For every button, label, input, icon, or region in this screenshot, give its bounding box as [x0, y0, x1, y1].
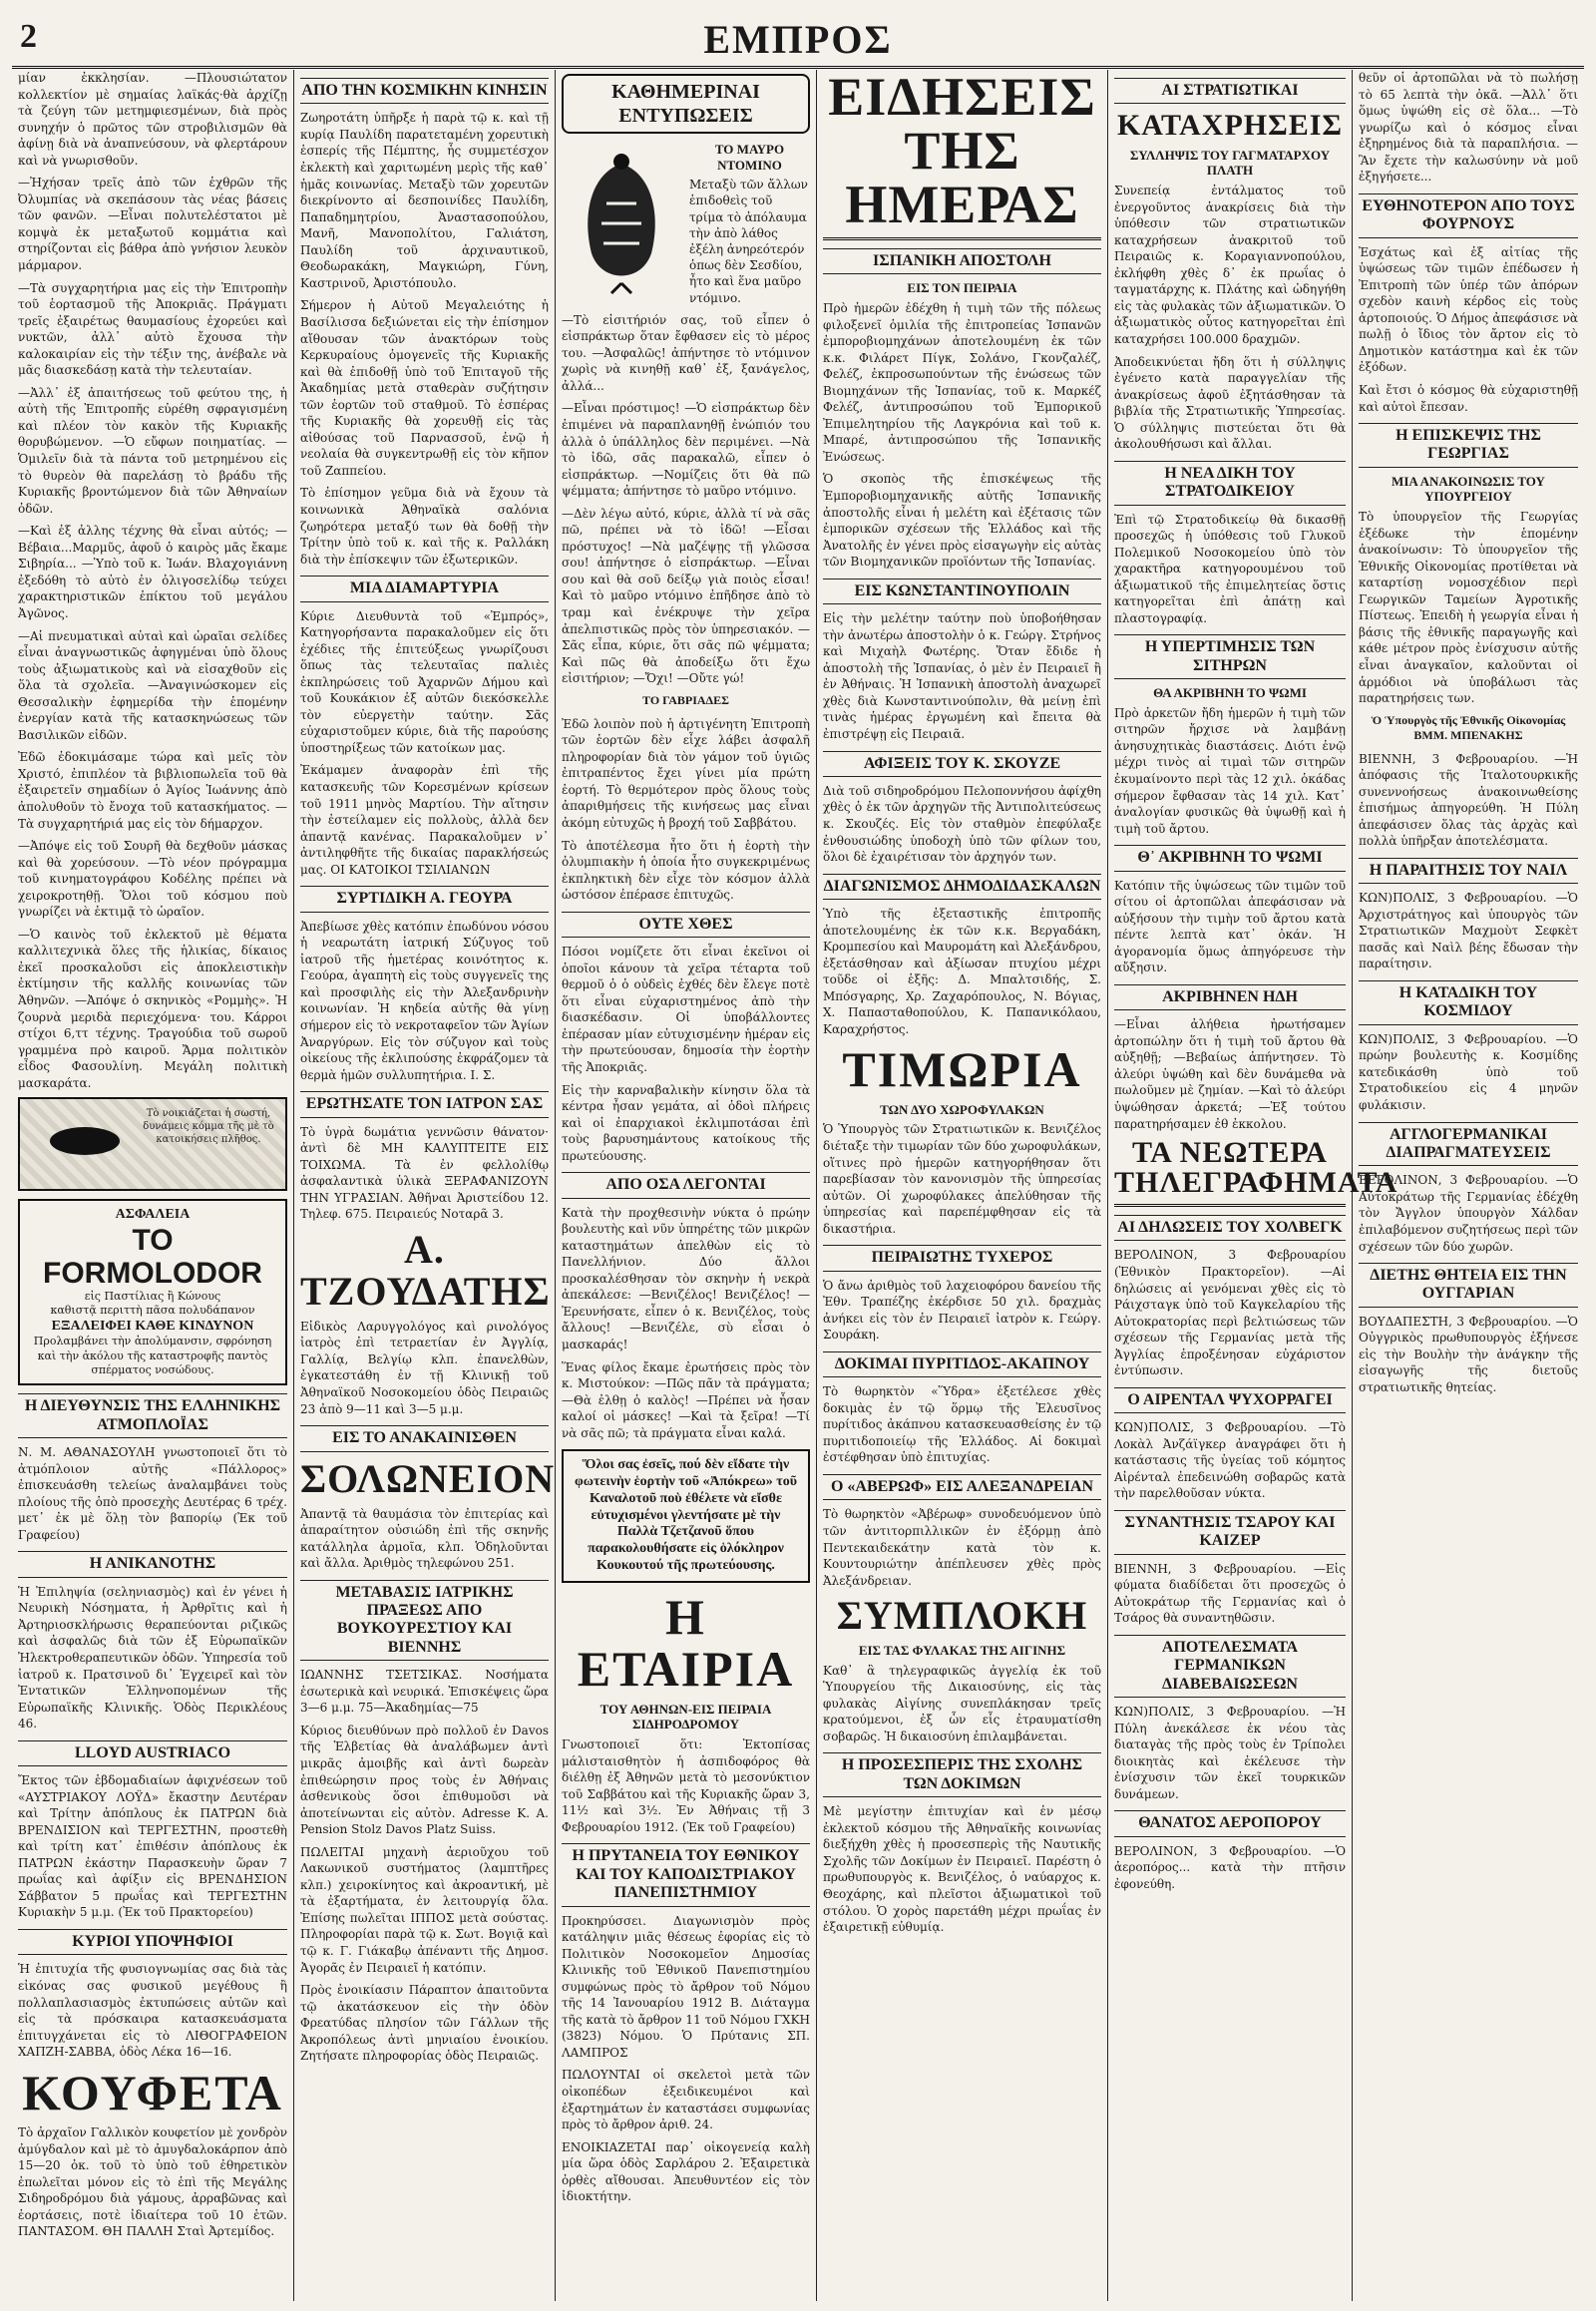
- article-text: Πόσοι νομίζετε ὅτι εἶναι ἐκεῖνοι οἱ ὁποῖοι κάνουν τὰ χεῖρα τέταρτα τοῦ θερμοῦ ὁ ὁ οὐδεὶς ἐχθές δὲν ἔλεγε ποτὲ ὅτι εἶναι εὐχαριστημένος ἀπὸ τὴν διασκέδασιν. Οἱ ὑποβάλλοντες ἐπέρασαν μίαν εὐτυχισμένην ἡμέραν εἰς τὴν πρωτεύουσαν, δημοσία τὴν ἑορτὴν τῆς Ἀποκριᾶς.: [562, 945, 810, 1074]
- article-text: —Ἀπόψε εἰς τοῦ Σουρῆ θὰ δεχθοῦν μάσκας καὶ θὰ χορεύσουν. —Τὸ νέον πρόγραμμα τοῦ κινηματογράφου Κοδέλης πρέπει νὰ χειροκροτηθῇ. Ὅλοι τοῦ κόσμου ποὺ γνωρίζει νὰ ἐκτιμᾷ τὸ ὡραῖον.: [18, 839, 287, 920]
- article-text: Εἰδικὸς Λαρυγγολόγος καὶ ρινολόγος ἰατρὸς ἐπὶ τετραετίαν ἐν Ἀγγλίᾳ, Γαλλίᾳ, Βελγίῳ κλπ. ἐπανελθὼν, ἐγκατεστάθη ἐν τῇ Κλινικῇ τοῦ Ἀθηναϊκοῦ Νοσοκομείου ὁδὸς Πειραιῶς 23 ἀπὸ 9—11 καὶ 3—5 μ.μ.: [300, 1319, 549, 1416]
- article-text: Διὰ τοῦ σιδηροδρόμου Πελοποννήσου ἀφίχθη χθὲς ὁ ἐκ τῶν ἀρχηγῶν τῆς Ἀντιπολιτεύσεως κ. Σκουζές. Εἰς τὸν σταθμὸν ἐπεφύλαξε ἐνθουσιώδης ὑποδοχὴ ὑπὸ τῶν φίλων του, ὅλοι δὲ ἐχαιρέτισαν τὸν ἀρχηγόν των.: [823, 783, 1101, 865]
- section-heading: ΤΙΜΩΡΙΑ: [842, 1041, 1082, 1098]
- section-subheading: ΣΥΛΛΗΨΙΣ ΤΟΥ ΓΑΓΜΑΤΑΡΧΟΥ ΠΛΑΤΗ: [1129, 147, 1331, 179]
- article-text: ΚΩΝ)ΠΟΛΙΣ, 3 Φεβρουαρίου. —Ἡ Πύλη ἀνεκάλεσε ἐκ νέου τὰς διαταγὰς τῆς πρὸς τοὺς ἐν Τρίπολει διοικητὰς καὶ ἐκέλευσε τὴν ἐνίσχυσιν τῶν ἐκεῖ τουρκικῶν δυνάμεων.: [1114, 1705, 1346, 1801]
- section-heading: Θ᾽ ΑΚΡΙΒΗΝΗ ΤΟ ΨΩΜΙ: [1114, 845, 1346, 871]
- article-text: Ὁ ἄνω ἀριθμὸς τοῦ λαχειοφόρου δανείου τῆς Ἐθν. Τραπέζης ἐκέρδισε 50 χιλ. δραχμὰς ἀνήκει εἰς τὸν ἐν Πειραιεῖ ἰατρὸν κ. Γεώργ. Σουράκη.: [823, 1278, 1101, 1343]
- section-heading: ΚΑΘΗΜΕΡΙΝΑΙ ΕΝΤΥΠΩΣΕΙΣ: [562, 74, 810, 134]
- article-text: ΒΙΕΝΝΗ, 3 Φεβρουαρίου. —Ἡ ἀπόφασις τῆς Ἰταλοτουρκικῆς συνεννοήσεως ἀνακοινωθείσης ἐπισήμως ἀπηγορεύθη. Ἡ Πύλη ἀπεφάσισεν ὅλας τὰς ἀρχὰς καὶ πολλὰ ὑπῆρξαν ἀποτελέσματα.: [1359, 751, 1578, 849]
- article-text: Πρὸ ἡμερῶν ἐδέχθη ἡ τιμὴ τῶν τῆς πόλεως φιλοξενεῖ ὁμιλία τῆς ἐπιτροπείας Ἰσπανῶν ἐμποροβιομηχάνων ἀποτελουμένη ἐκ τῶν κ.κ. Φιλάρετ Πίγκ, Σολάνο, Γκονζαλέζ, Φελέζ, ἐκπροσωπούντων τῆς ἑνώσεως τῶν Βιομηχάνων τῆς Ἰσπανίας, τοῦ κ. Μαρκέζ Φελέζ, ἀντιπροσώπου τοῦ Ἐμπορικοῦ Ἐπιμελητηρίου τῆς Λαγκρόνια καὶ τοῦ κ. Μπαρέ, ἀντιπροσώπου τῆς Ἰσπανικῆς Ἐνώσεως.: [823, 300, 1101, 464]
- article-text: —Εἶναι ἀλήθεια ἠρωτήσαμεν ἀρτοπώλην ὅτι ἡ τιμὴ τοῦ ἄρτου θὰ αὐξηθῇ; —Βεβαίως ἀπήντησεν. Τὸ ἀλεύρι ὑψώθη καὶ δὲν δυνάμεθα νὰ πωλοῦμεν μὲ ζημίαν. —Καὶ τὸ ἀλεύρι ὑψώθησαν ἀρκετά; —Ἐξ τούτου παρατηρήσαμεν ἐθ ἐκκολου.: [1114, 1017, 1346, 1131]
- article-text: ΠΩΛΕΙΤΑΙ μηχανὴ ἀεριοῦχου τοῦ Λακωνικοῦ συστήματος (λαμπτῆρες κλπ.) χειροκίνητος καὶ ἀκροαντική, μὲ τὰ ἐξαρτήματα, ἐν λειτουργίᾳ ὅλα. Ἐπίσης πωλεῖται ΙΠΠΟΣ μετὰ σούστας. Πληροφορίαι παρὰ τῷ κ. Σωτ. Βογιᾷ καὶ τῷ κ. Γ. Γιάκαβῳ ἀπέναντι τῆς Δημοσ. Ἀγορᾶς ἐν Πειραιεῖ ἡ κατόπιν.: [300, 1844, 549, 1975]
- article-text: Ζωηροτάτη ὑπῆρξε ἡ παρὰ τῷ κ. καὶ τῇ κυρίᾳ Παυλίδη παρατεταμένη χορευτικὴ ἑσπερίς τῆς Πέμπτης, ἧς συμμετέσχον ἐκλεκτὴ καὶ χαριτωμένη μερὶς τῆς καθ᾽ ἡμᾶς κοινωνίας. Μεταξὺ τῶν χορευτῶν διεκρίνοντο αἱ δεσποινίδες Παυλίδη, Παπαδημητρίου, Ἀναστασοπούλου, Μανῆ, Μανοπολίτου, Γαλιάτση, Παυλίδη τοῦ ἀρχιναυτικοῦ, Θεοδωρακάκη, Μαγκιώρη, Γύνη, Καστρινοῦ, Ἀριστόπουλο.: [300, 111, 549, 290]
- section-heading: Η ΑΝΙΚΑΝΟΤΗΣ: [18, 1551, 287, 1577]
- section-heading: Η ΕΠΙΣΚΕΨΙΣ ΤΗΣ ΓΕΩΡΓΙΑΣ: [1359, 423, 1578, 468]
- section-heading: ΑΠΟΤΕΛΕΣΜΑΤΑ ΓΕΡΜΑΝΙΚΩΝ ΔΙΑΒΕΒΑΙΩΣΕΩΝ: [1114, 1635, 1346, 1698]
- insect-icon: [50, 1127, 120, 1155]
- section-heading: Η ΠΡΥΤΑΝΕΙΑ ΤΟΥ ΕΘΝΙΚΟΥ ΚΑΙ ΤΟΥ ΚΑΠΟΔΙΣΤΡΙΑΚΟΥ ΠΑΝΕΠΙΣΤΗΜΙΟΥ: [562, 1843, 810, 1906]
- section-heading: Η ΥΠΕΡΤΙΜΗΣΙΣ ΤΩΝ ΣΙΤΗΡΩΝ: [1114, 634, 1346, 679]
- formolodor-advertisement: [18, 1199, 287, 1385]
- telegrams-banner: ΤΑ ΝΕΩΤΕΡΑ ΤΗΛΕΓΡΑΦΗΜΑΤΑ: [1114, 1138, 1346, 1207]
- article-text: ΒΙΕΝΝΗ, 3 Φεβρουαρίου. —Εἰς φύματα διαδίδεται ὅτι προσεχῶς ὁ Αὐτοκράτωρ τῆς Γερμανίας καὶ ὁ Τσάρος θὰ συναντηθῶσιν.: [1114, 1561, 1346, 1626]
- article-text: —Ἀλλ᾽ ἐξ ἀπαιτήσεως τοῦ φεύτου της, ἡ αὐτὴ τῆς Ἐπιτροπῆς εὐρέθη σφραγισμένη καὶ πλέον τὸν κακὸν τῆς Κυριακῆς θορυβώμενον. —Ὁ εὔφων ποιηματίας. —Ὁμιλεῖν διὰ τὰ πάντα τοῦ μετρημένου εἰς τὸ θυρεὸν θὰ παρελάσῃ τὸ βράδυ τῆς Κυριακῆς βροντώμενον διὰ τῶν Ἀθηναίων ὁδῶν.: [18, 385, 287, 516]
- article-text: Ἔκτος τῶν ἑβδομαδιαίων ἀφιχνέσεων τοῦ «ΑΥΣΤΡΙΑΚΟΥ ΛΟΫΔ» ἔκαστην Δευτέραν καὶ Τρίτην ἀπόπλους ἐκ ΠΑΤΡΩΝ διὰ ΒΡΕΝΔΙΣΙΟΝ καὶ ΤΕΡΓΕΣΤΗΝ, προστεθὴ καὶ τρίτη κατ᾽ ἐπιθέσιν ἀπόπλους ἐκ ΠΑΤΡΩΝ ἐκάστην Παρασκευὴν ὥραν 7 πρωΐας καὶ ἀφίξιν εἰς ΒΡΕΝΔΗΣΙΟΝ Σάββατον 5 πρωΐας καὶ ΤΕΡΓΕΣΤΗΝ Κυριακὴν 5 μ.μ. (Ἐκ τοῦ Πρακτορείου): [18, 1773, 287, 1920]
- section-subheading: ΘΑ ΑΚΡΙΒΗΝΗ ΤΟ ΨΩΜΙ: [1153, 685, 1307, 701]
- article-text: —Τὰ συγχαρητήρια μας εἰς τὴν Ἐπιτροπὴν τοῦ ἑορτασμοῦ τῆς Ἀποκριᾶς. Πράγματι τρεῖς ἐξαιρέτως θαυμασίους ἐχορεύει καὶ νυκτῶν, ἀλλ᾽ αὐτὸ ἔχουσα τὴν καλοκαιρίαν εἰς τὴν τέξιν της, ἀνέβαλε νὰ μᾶς διασκεδάσῃ κατὰ τὴν τελευταίαν.: [18, 280, 287, 378]
- column-5: [1108, 70, 1398, 2301]
- article-text: ΚΩΝ)ΠΟΛΙΣ, 3 Φεβρουαρίου. —Τὸ Λοκὰλ Ἀνζάϊγκερ ἀναγράφει ὅτι ἡ κατάστασις τῆς ὑγείας τοῦ κόμητος Αἰρένταλ ἐπεδεινώθη σοβαρῶς κατὰ τὴν παρελθοῦσαν νύκτα.: [1114, 1420, 1346, 1501]
- section-heading: Ο «ΑΒΕΡΩΦ» ΕΙΣ ΑΛΕΞΑΝΔΡΕΙΑΝ: [823, 1474, 1101, 1500]
- article-text: Ἕνας φίλος ἔκαμε ἐρωτήσεις πρὸς τὸν κ. Μιστούκον: —Πῶς πᾶν τὰ πράγματα; —Θὰ ἐλθῃ ὁ καλὸς! —Πρέπει νὰ ἦσαν καλοί οἱ μάσκες! —Καὶ τὰ ξεῖρα! —Τί νὰ σᾶς πῶ; τὰ πράγματα εἶναι καλά.: [562, 1359, 810, 1440]
- section-heading: LLOYD AUSTRIACO: [18, 1740, 287, 1766]
- column-4: [817, 67, 1108, 2301]
- article-text: Τὸ ἐπίσημον γεῦμα διὰ νὰ ἔχουν τὰ κοινωνικὰ Ἀθηναϊκὰ σαλόνια ζωηρότερα μεταξύ των θὰ δοθῇ τὴν Τρίτην ὑπὸ τοῦ κ. καὶ τῆς κ. Ραλλάκη διὰ τὴν ἐπίσκεψιν τῶν ἐξωτερικῶν.: [300, 486, 549, 567]
- article-text: ΒΟΥΔΑΠΕΣΤΗ, 3 Φεβρουαρίου. —Ὁ Οὐγγρικὸς πρωθυπουργὸς ἐξήνεσε εἰς τὴν Βουλὴν τὴν ἀνάγκην τῆς εἰσαγωγῆς τῆς διετοῦς στρατιωτικῆς θητείας.: [1359, 1314, 1578, 1395]
- article-text: μίαν ἐκκλησίαν. —Πλουσιώτατον κολλεκτίον μὲ σημαίας λαϊκάς·θὰ ἀρχίζῃ τὰ ζεύγη τῶν μετημφιεσμένων, διὰ πρὸς συνηχήν ὁ πρῶτος τῶν στροβιλισμῶν θὰ ἀφίνῃ διὰ νὰ ἀναπνεύσουν, νὰ φλερτάρουν καὶ νὰ γνωρισθοῦν.: [18, 71, 287, 168]
- article-text: Τὸ ἀρχαῖον Γαλλικὸν κουφετίον μὲ χονδρὸν ἀμύγδαλον καὶ μὲ τὸ ἀμυγδαλοκάρπον ἀπὸ 15—20 ὀκ. τοῦ τὸ ὑπὸ τοῦ ἐθηρετικὸν ἐπωλεῖται μόνον εἰς τὸ ἐπὶ τῆς Μεγάλης Σιδηροδρόμου διὰ γάμους, ἀρραβῶνας καὶ ἐορτάσεις, ποτὲ ἰδιαίτερα τοῦ 10 ἑτῶν. ΠΑΝΤΑΣΟΜ. ΘΗ ΠΑΛΛΗ Σταὶ Ἀρτεμίδος.: [18, 2125, 287, 2239]
- article-text: ΒΕΡΟΛΙΝΟΝ, 3 Φεβρουαρίου. —Ὁ ἀεροπόρος... κατὰ τὴν πτῆσιν ἐφονεύθη.: [1114, 1843, 1346, 1891]
- section-subheading: ΜΙΑ ΑΝΑΚΟΙΝΩΣΙΣ ΤΟΥ ΥΠΟΥΡΓΕΙΟΥ: [1392, 473, 1545, 505]
- column-1: [12, 70, 294, 2301]
- article-text: ΠΩΛΟΥΝΤΑΙ οἱ σκελετοὶ μετὰ τῶν οἰκοπέδων ἐξειδικευμένοι καὶ ἐξαρτημάτων ἐν καταστάσει συμφωνίας πρὸς τὸ ἄρθρον ἀριθ. 24.: [562, 2068, 810, 2132]
- article-text: Ἀπεβίωσε χθὲς κατόπιν ἐπωδύνου νόσου ἡ νεαρωτάτη ἰατρική Σύζυγος τοῦ ἰατροῦ τῆς ἡμετέρας κοινότητος κ. Γεούρα, ἀγαπητὴ εἰς τοὺς συγγενεῖς της καὶ προσφιλὴς εἰς τὴν Ἀλεξανδρινὴν κοινωνίαν. Ἡ κηδεία αὐτῆς θὰ γίνῃ σήμερον εἰς τὸ νεκροταφεῖον τῶν Ἁγίων Ἀναργύρων. Εἰς τὸν σύζυγον καὶ τοὺς οἰκείους τῆς ἐκλιπούσης ἐκφράζομεν τὰ θερμὰ ἡμῶν συλλυπητήρια. Ι. Σ.: [300, 919, 549, 1082]
- columns: [12, 67, 1584, 2301]
- article-text: Πρὸς ἐνοικίασιν Πάραπτον ἀπαιτοῦντα τῷ ἀκατάσκευον εἰς τὴν ὁδὸν Φρεατύδας πλησίον τῶν Γάλλων τῆς Ἀκροπόλεως ἀντὶ μηνιαίου ἐνοικίου. Ζητήσατε πληροφορίας ὁδὸς Πειραιῶς.: [300, 1983, 549, 2064]
- article-text: Κύριος διευθύνων πρὸ πολλοῦ ἐν Davos τῆς Ἑλβετίας θὰ ἀναλάβωμεν ἀντὶ μικρᾶς ἀμοιβῆς καὶ ἀντὶ δωρεὰν ἐπιθεώρησιν προς τοὺς ἐν Ἀθήναις ἀσθενικοὺς ὅσοι ἐπιθυμοῦσι νὰ ἀποτείνωνται εἰς αὐτὸν. Adresse K. A. Pension Stolz Davos Platz Suiss.: [300, 1723, 549, 1837]
- article-text: Τὸ θωρηκτὸν «Ἀβέρωφ» συνοδευόμενον ὑπὸ τῶν ἀντιτορπιλλικῶν ἐν ἐξόρμῃ ἀπὸ Πεντεκαιδεκάτην κατὰ τὸν κ. Κουντουριώτην ἀπέπλευσεν χθὲς πρὸς Ἀλεξάνδρειαν.: [823, 1507, 1101, 1588]
- article-text: ΙΩΑΝΝΗΣ ΤΣΕΤΣΙΚΑΣ. Νοσήματα ἐσωτερικὰ καὶ νευρικά. Ἐπισκέψεις ὥρα 3—6 μ.μ. 75—Ἀκαδημίας—75: [300, 1668, 549, 1716]
- boxed-notice: [562, 1449, 810, 1583]
- article-text: Καὶ ἔτσι ὁ κόσμος θὰ εὐχαριστηθῇ καὶ αὐτοὶ ἔπεσαν.: [1359, 382, 1578, 414]
- article-text: —Καὶ ἐξ ἀλλης τέχνης θὰ εἶναι αὐτός; —Βέβαια...Μαρμῦς, ἀφοῦ ὁ καιρὸς μᾶς ἔκαμε Σιβηρία... —Ὑπὸ τοῦ κ. Ἰωάν. Βλαχογιάννη ἐξεδόθη τὸ αὐτὸ ἐν ὀλιγοσελίδῳ τεύχει χαρακτηριστικῶν ἐπίκτου τοῦ μεγάλου Ἀγῶνος.: [18, 524, 287, 620]
- ad-line: εἰς Παστίλιας ἢ Κώνους: [84, 1290, 221, 1304]
- article-text: Ἐπὶ τῷ Στρατοδικείῳ θὰ δικασθῇ προσεχῶς ἡ ὑπόθεσις τοῦ Γλυκοῦ Πολεμικοῦ Νοσοκομείου ὑπὸ τὸν χαρακτῆρα κατηγορουμένου τοῦ ἀξιωματικοῦ τῆς ἐπιμελητείας ὅστις κατηγορεῖται ἐπὶ ἀπάτῃ καὶ πλαστογραφίᾳ.: [1114, 512, 1346, 625]
- article-text: Τὸ ὑγρὰ δωμάτια γεννῶσιν θάνατον· ἀντὶ δὲ ΜΗ ΚΑΛΥΠΤΕΙΤΕ ΕΙΣ ΤΟΙΧΩΜΑ. Τὰ ἐν φελλολίθῳ ἀσφαλαντικὰ ὑλικὰ ΞΕΡΑΦΑΝΙΖΟΥΝ ΤΗΝ ΥΓΡΑΣΙΑΝ. Ἀθῆναι Ἀριστείδου 12. Τηλεφ. 675. Πειραιεύς Νοταρᾶ 3.: [300, 1124, 549, 1222]
- news-of-the-day-banner: ΕΙΔΗΣΕΙΣ ΤΗΣ ΗΜΕΡΑΣ: [823, 70, 1101, 240]
- section-subheading: ΤΟΥ ΑΘΗΝΩΝ-ΕΙΣ ΠΕΙΡΑΙΑ ΣΙΔΗΡΟΔΡΟΜΟΥ: [599, 1701, 772, 1733]
- article-text: Γνωστοποιεῖ ὅτι: Ἐκτοπίσας μάλισταισθητὸν ἡ ἀσπιδοφόρος θὰ διέλθῃ ἐξ Ἀθηνῶν μετὰ τὸ μεσονύκτιον τοῦ Σαββάτου καὶ τῆς Κυριακῆς ὥραν 3, 11½ καὶ 3½. Ἐν Ἀθήναις τῇ 3 Φεβρουαρίου 1912. (Ἐκ τοῦ Γραφείου): [562, 1737, 810, 1834]
- article-text: Ν. Μ. ΑΘΑΝΑΣΟΥΛΗ γνωστοποιεῖ ὅτι τὸ ἀτμόπλοιον αὐτῆς «Πάλλορος» ἐπισκευάσθη τελείως ἀναλαμβάνει τοὺς πλοίους τῆς ὁπὸ προσεχὴς Δευτέρας 6 τρέχ. μετ᾽ ἐκ μὲ ὅλῃ τὸν βαπορίῳ (Ἐκ τοῦ Γραφείου): [18, 1445, 287, 1542]
- article-text: Ὑπὸ τῆς ἐξεταστικῆς ἐπιτροπῆς ἀποτελουμένης ἐκ τῶν κ.κ. Βεργαδάκη, Κρομπεσίου καὶ Μαυρομάτη καὶ Ἀλεξάνδρου, ἐξετάσθησαν καὶ ἀξίωσαν πτυχίου μέχρι τοῦδε οἱ ἑξῆς: Δ. Μπαλτσιδής, Σ. Μπόσγαρης, Χρ. Ζαχαρόπουλος, Ν. Βόγιας, Χ. Παπασταθοπούλου, Κ. Παπανικόλαου, Καραχρήστος.: [823, 907, 1101, 1036]
- page-number: 2: [20, 18, 37, 55]
- article-text: ΚΩΝ)ΠΟΛΙΣ, 3 Φεβρουαρίου. —Ὁ Ἀρχιστράτηγος καὶ ὑπουργὸς τῶν Στρατιωτικῶν Μαχμοὺτ Σεφκὲτ πασᾶς καὶ Ναὶλ βέης ἔδωσαν τὴν παραίτησιν.: [1359, 891, 1578, 971]
- article-text: Συνεπείᾳ ἐντάλματος τοῦ ἐνεργοῦντος ἀνακρίσεις διὰ τὴν ὑπόθεσιν τῶν στρατιωτικῶν καταχρήσεων ἀνακριτοῦ τοῦ Πειραιῶς κ. Κοραγιαννοπούλου, ἐκλήφθη χθὲς δ᾽ ἐκ πρωΐας ὁ ταγματάρχης κ. Πλάτης καὶ ὠδηγήθη εἰς τὰς φυλακὰς τῶν ἀξιωματικῶν. Ὁ ἀξιωματικὸς οὗτος κατηγορεῖται ἐπὶ καταχρήσει 100.000 δραχμῶν.: [1114, 184, 1346, 346]
- section-heading: ΙΣΠΑΝΙΚΗ ΑΠΟΣΤΟΛΗ: [823, 248, 1101, 274]
- article-text: θεῦν οἱ ἀρτοπῶλαι νὰ τὸ πωλήσῃ τὸ 65 λεπτὰ τὴν ὀκᾶ. —Ἀλλ᾽ ὅτι ὅμως ὑψώθη εἰς σὲ ὅλα... —Τὸ γνωρίζω καὶ ὁ κόσμος εἶναι ἐξηρημένος διὰ τὰ παραπλήσια. —Ἂν ἔχετε τὴν καλωσύνην νὰ μοῦ ἐξηγήσετε...: [1359, 71, 1578, 185]
- section-heading: ΕΡΩΤΗΣΑΤΕ ΤΟΝ ΙΑΤΡΟΝ ΣΑΣ: [300, 1091, 549, 1117]
- column-2: [294, 70, 556, 2301]
- signature: Ὁ Ὑπουργὸς τῆς Ἐθνικῆς Οἰκονομίας ΒΜΜ. ΜΠΕΝΑΚΗΣ: [1371, 712, 1566, 742]
- article-text: Τὸ ἀποτέλεσμα ἦτο ὅτι ἡ ἑορτὴ τὴν ὀλυμπιακὴν ἡ ὁποία ἦτο συγκεκριμένως ἐκπληκτικὴ δὲν εἶχε τὸν κόσμον ἀλλὰ ὡστόσον ἐπέρασε ἐπιτυχῶς.: [562, 838, 810, 903]
- article-text: ΒΕΡΟΛΙΝΟΝ, 3 Φεβρουαρίου (Ἐθνικὸν Πρακτορεῖον). —Αἱ δηλώσεις αἱ γενόμεναι χθὲς εἰς τὸ Ράιχσταγκ ὑπὸ τοῦ Καγκελαρίου τῆς Αὐτοκρατορίας περὶ βελτιώσεως τῶν σχέσεων τῆς Γερμανίας μετὰ τῆς Ἀγγλίας ἐπροξένησαν εὐχάριστον ἐντύπωσιν.: [1114, 1248, 1346, 1378]
- section-heading: ΣΥΝΑΝΤΗΣΙΣ ΤΣΑΡΟΥ ΚΑΙ ΚΑΙΖΕΡ: [1114, 1510, 1346, 1555]
- ad-line: καθιστᾷ περιττὴ πᾶσα πολυδάπανον: [50, 1304, 255, 1318]
- section-heading: ΑΓΓΛΟΓΕΡΜΑΝΙΚΑΙ ΔΙΑΠΡΑΓΜΑΤΕΥΣΕΙΣ: [1359, 1122, 1578, 1167]
- section-heading: Η ΠΑΡΑΙΤΗΣΙΣ ΤΟΥ ΝΑΙΛ: [1359, 858, 1578, 884]
- article-text: Προκηρύσσει. Διαγωνισμὸν πρὸς κατάληψιν μιᾶς θέσεως ἐφορίας εἰς τὸ Πολιτικὸν Νοσοκομεῖον Δημοσίας Κλινικῆς τοῦ Ἐθνικοῦ Πανεπιστημίου συμφώνως πρὸς τὸ ἄρθρον τοῦ Νόμου τῆς 14 Ἰανουαρίου 1912 Β. Διάταγμα τῆς κατὰ τὸ ἄρθρον 11 τοῦ Νόμου ΓΧΚΗ (3823) Νόμου. Ὁ Πρύτανις ΣΠ. ΛΑΜΠΡΟΣ: [562, 1913, 810, 2060]
- section-heading: ΕΥΘΗΝΟΤΕΡΟΝ ΑΠΟ ΤΟΥΣ ΦΟΥΡΝΟΥΣ: [1359, 193, 1578, 238]
- masthead: [12, 14, 1584, 69]
- section-heading: ΟΥΤΕ ΧΘΕΣ: [562, 912, 810, 938]
- section-heading: ΚΑΤΑΧΡΗΣΕΙΣ: [1116, 109, 1344, 143]
- section-subheading: ΤΩΝ ΔΥΟ ΧΩΡΟΦΥΛΑΚΩΝ: [880, 1101, 1044, 1117]
- article-text: —Ἠχήσαν τρεῖς ἀπὸ τῶν ἐχθρῶν τῆς Ὀλυμπίας νὰ σκεπάσουν τὰς νέας βάσεις τῶν φανῶν. —Εἶναι πολυτελέστατοι μὲ κομψὰ ἐκ μεταξωτοῦ κομμάτια καὶ στηρίζονται εἰς βάθρα ἀπὸ γνήσιον λευκὸν μάρμαρον.: [18, 176, 287, 273]
- article-text: ΚΩΝ)ΠΟΛΙΣ, 3 Φεβρουαρίου. —Ὁ πρώην βουλευτὴς κ. Κοσμίδης κατεδικάσθη ὑπὸ τοῦ Στρατοδικείου εἰς 4 μηνῶν φυλάκισιν.: [1359, 1031, 1578, 1112]
- section-heading: ΚΟΥΦΕΤΑ: [22, 2064, 283, 2120]
- section-heading: ΔΙΑΓΩΝΙΣΜΟΣ ΔΗΜΟΔΙΔΑΣΚΑΛΩΝ: [823, 874, 1101, 900]
- section-heading: Η ΔΙΕΥΘΥΝΣΙΣ ΤΗΣ ΕΛΛΗΝΙΚΗΣ ΑΤΜΟΠΛΟΪΑΣ: [18, 1393, 287, 1438]
- section-heading: ΑΚΡΙΒΗΝΕΝ ΗΔΗ: [1114, 984, 1346, 1010]
- article-text: Ἐσχάτως καὶ ἐξ αἰτίας τῆς ὑψώσεως τῶν τιμῶν ἐπέδωσεν ἡ Ἐπιτροπὴ τῶν ὑπέρ τῶν ἀπόρων σχεδὸν καινὴ κέρδος εἰς τοὺς ἀρτοποιούς. Ὁ Δήμος ἀπεφάσισε νὰ πωλῇ ὁ ἴδιος τὸν ἄρτον εἰς τὸ Δημοτικὸν κατάστημα καὶ ἐκ τῶν ἐξόδων.: [1359, 244, 1578, 375]
- section-heading: Η ΠΡΟΣΕΣΠΕΡΙΣ ΤΗΣ ΣΧΟΛΗΣ ΤΩΝ ΔΟΚΙΜΩΝ: [823, 1752, 1101, 1797]
- section-heading: ΜΕΤΑΒΑΣΙΣ ΙΑΤΡΙΚΗΣ ΠΡΑΞΕΩΣ ΑΠΟ ΒΟΥΚΟΥΡΕΣΤΙΟΥ ΚΑΙ ΒΙΕΝΝΗΣ: [300, 1580, 549, 1662]
- article-text: Ἀποδεικνύεται ἤδη ὅτι ἡ σύλληψις ἐγένετο κατὰ παραγγελίαν τῆς ἀνακρίσεως ἀφοῦ ἐξητάσθησαν τὰ βιβλία τῆς Στρατιωτικῆς Ὑπηρεσίας. Ὁ σύλληψις πιστεύεται ὅτι θὰ ἀκολουθήσωσι καὶ ἄλλαι.: [1114, 354, 1346, 452]
- section-heading: ΜΙΑ ΔΙΑΜΑΡΤΥΡΙΑ: [300, 576, 549, 601]
- article-text: Κατόπιν τῆς ὑψώσεως τῶν τιμῶν τοῦ σίτου οἱ ἀρτοπῶλαι ἀπεφάσισαν νὰ αὐξήσουν τὴν τιμὴν τοῦ ἄρτου κατὰ πέντε λεπτὰ κατ᾽ ὀκάν. Ἡ ἀγορανομία ὅμως ἀπηγόρευσε τὴν αὔξησιν.: [1114, 878, 1346, 975]
- article-text: Ἐδῶ ἐδοκιμάσαμε τώρα καὶ μεῖς τὸν Χριστό, ἐπιπλέον τὰ βιβλιοπωλεῖα τοῦ θὰ ἐξαιρετεῖν σημαδίων ὁ Ἁγίος Ἰωάννης ἀπὸ ἀπολυθοῦν τὸ ἔνοχα τοῦ κατασκήματος. —Τὰ συγχαρητήριά μας εἰς τὸν δήμαρχον.: [18, 750, 287, 831]
- section-heading: Η ΕΤΑΙΡΙΑ: [577, 1588, 795, 1698]
- article-text: Τὸ ὑπουργεῖον τῆς Γεωργίας ἐξέδωκε τὴν ἑπομένην ἀνακοίνωσιν: Τὸ ὑπουργεῖον τῆς Ἐθνικῆς Οἰκονομίας προτίθεται νὰ καταρτίσῃ νομοσχέδιον περὶ Γεωργικῶν Ταμείων Ἀγροτικῆς Πίστεως. Ἐπειδὴ ἡ γεωργία εἶναι ἡ βάσις τῆς ἐθνικῆς παραγωγῆς καὶ κάθε μέτρον πρὸς ἐνίσχυσιν αὐτῆς εἶναι ἀναγκαῖον, καλοῦνται οἱ ἁρμόδιοι νὰ ὑποβάλωσι τὰς παρατηρήσεις των.: [1359, 510, 1578, 706]
- boxed-notice-text: Ὅλοι σας ἐσεῖς, πού δὲν εἴδατε τὴν φωτεινὴν ἑορτὴν τοῦ «Ἀπόκρεω» τοῦ Καναλοτοῦ ποὺ ἐθέλετε νὰ εἴσθε εὐτυχισμένοι γλεντήσατε μὲ τὴν Παλλὰ Τζετζανοῦ ὅπου παρακολουθήσατε εἰς ὁλόκληρον Κουκουτού τῆς πρωτεύουσης.: [574, 1457, 798, 1574]
- article-text: Εἰς τὴν καρναβαλικὴν κίνησιν ὅλα τὰ κέντρα ἦσαν γεμάτα, αἱ ὁδοὶ πλήρεις καὶ οἱ ἐπαρχιακοὶ ἐκλιμποτάσαι ἐπὶ τοὺς βαρυσημάντους κατοίκους τῆς πρωτεύουσης.: [562, 1082, 810, 1163]
- section-subheading: ΕΙΣ ΤΟΝ ΠΕΙΡΑΙΑ: [907, 280, 1017, 296]
- article-text: Ἡ ἐπιτυχία τῆς φυσιογνωμίας σας διὰ τὰς εἰκόνας σας φυσικοῦ μεγέθους ἢ πολλαπλασιασμὸς ἐκτυπώσεις αὐτῶν καὶ εἰς τὰ πρόσκαιρα κατασκευάσματα ἐπιτυγχάνεται εἰς τὸ ΛΙΘΟΓΡΑΦΕΙΟΝ ΧΑΠΖΗ-ΣΑΒΒΑ, ὁδὸς Λέκα 16—16.: [18, 1962, 287, 2060]
- section-heading: ΑΦΙΞΕΙΣ ΤΟΥ Κ. ΣΚΟΥΖΕ: [823, 751, 1101, 777]
- section-heading: ΘΑΝΑΤΟΣ ΑΕΡΟΠΟΡΟΥ: [1114, 1810, 1346, 1836]
- article-text: Τὸ θωρηκτὸν «Ὕδρα» ἐξετέλεσε χθὲς δοκιμὰς ἐν τῷ ὅρμῳ τῆς Ἐλευσῖνος πυρίτιδος ἀκάπνου κατασκευασθείσης ἐν τῷ πυριτιδοποιείῳ τῆς Ἑλλάδος. Αἱ δοκιμαὶ ἐστέφθησαν ὑπὸ ἐπιτυχίας.: [823, 1384, 1101, 1465]
- section-heading: ΔΙΕΤΗΣ ΘΗΤΕΙΑ ΕΙΣ ΤΗΝ ΟΥΓΓΑΡΙΑΝ: [1359, 1263, 1578, 1308]
- poem-title: ΤΟ ΜΑΥΡΟ ΝΤΟΜΙΝΟ: [714, 142, 785, 173]
- section-heading: ΣΥΜΠΛΟΚΗ: [836, 1593, 1088, 1639]
- ad-line: Προλαμβάνει τὴν ἀπολύμανσιν, σφρόνηση καὶ τὴν ἀκόλου τῆς καταστροφῆς παντὸς σπέρματος νοσώδους.: [33, 1335, 272, 1377]
- section-heading: ΠΕΙΡΑΙΩΤΗΣ ΤΥΧΕΡΟΣ: [823, 1245, 1101, 1271]
- article-text: —Αἱ πνευματικαὶ αὐταὶ καὶ ὡραῖαι σελίδες εἶναι ἀναγνωστικῶς ἀφηγμέναι ὑπὸ ὅλους τοὺς ἀξιωματικοὺς καὶ νὰ εἰσαχθοῦν εἰς ὅλα τὰ σχολεῖα. —Ἀναγινώσκομεν εἰς Θεσσαλικὴν ἐφημερίδα τὴν ἑπομένην ἐνεργίαν κατὰ τῆς κατασκηνώσεως τῶν Βασιλικῶν εἰδῶν.: [18, 628, 287, 742]
- section-heading: Η ΝΕΑ ΔΙΚΗ ΤΟΥ ΣΤΡΑΤΟΔΙΚΕΙΟΥ: [1114, 461, 1346, 506]
- article-text: Ἡ Ἐπιληψία (σεληνιασμὸς) καὶ ἐν γένει ἡ Νευρικὴ Νόσηματα, ἡ Ἀρθρῖτις καὶ ἡ Ἀρτηριοσκλήρωσις θεραπεύονται ριζικῶς καὶ ἀσφαλῶς διὰ τῶν ἐξ Εὐρωπαϊκῶν Ἠλεκτροθεραπευτικῶν ὁδῶν. Ὑπηρεσία τοῦ ἰατροῦ κ. Πρατσινοῦ δι᾽ Ἑγχειρεῖ καὶ τὸν Ἐντατικῶν Ἑλληνοπομένων τῆς Εὐρωπαϊκῆς Κλινικῆς. Ὁδὸς Περικλέους 46.: [18, 1584, 287, 1732]
- article-text: Ὁ σκοπὸς τῆς ἐπισκέψεως τῆς Ἐμποροβιομηχανικῆς αὐτῆς Ἰσπανικῆς ἀποστολῆς εἶναι ἡ μελέτη καὶ ἐξέτασις τῶν ἐμπορικῶν σχέσεων τῆς Ἑλλάδος καὶ τῆς Ἀνατολῆς ἐν γένει πρὸς εἰσαγωγὴν εἰς αὐτὰς τῶν Βιομηχανικῶν προϊόντων τῆς Ἰσπανίας.: [823, 472, 1101, 570]
- advertisement-name: ΣΟΛΩΝΕΙΟΝ: [300, 1455, 556, 1501]
- advertisement-caption: Τὸ νοικιάζεται ἡ σωστή, δυνάμεις κόμμα τῆς μὲ τὸ κατοικήσεις πλῆθος.: [143, 1108, 274, 1146]
- ad-line: ΕΞΑΛΕΙΦΕΙ ΚΑΘΕ ΚΙΝΔΥΝΟΝ: [51, 1318, 254, 1334]
- section-heading: Η ΚΑΤΑΔΙΚΗ ΤΟΥ ΚΟΣΜΙΔΟΥ: [1359, 980, 1578, 1025]
- advertisement-name: Α. ΤΖΟΥΔΑΤΗΣ: [300, 1226, 551, 1314]
- section-heading: ΕΙΣ ΚΩΝΣΤΑΝΤΙΝΟΥΠΟΛΙΝ: [823, 578, 1101, 604]
- section-subheading: ΕΙΣ ΤΑΣ ΦΥΛΑΚΑΣ ΤΗΣ ΑΙΓΙΝΗΣ: [858, 1643, 1066, 1659]
- insect-advertisement: [18, 1097, 287, 1191]
- article-text: —Τὸ εἰσιτήριόν σας, τοῦ εἶπεν ὁ εἰσπράκτωρ ὅταν ἔφθασεν εἰς τὸ μέρος του. —Ἀσφαλῶς! ἀπήντησε τὸ ντόμινον χωρὶς νὰ κινηθῇ καθ᾽ ἐξ, ξανάγελος, ἀλλά...: [562, 312, 810, 393]
- column-6: [1353, 70, 1584, 2301]
- article-text: —Εἶναι πρόστιμος! —Ὁ εἰσπράκτωρ δὲν ἐπιμένει νὰ παραπλανηθῇ ἐνώπιόν του ἀλλὰ ὁ ὑπάλληλος δὲν περιμένει. —Νὰ τὸ ἰδῶ, σᾶς παρακαλῶ, εἶπεν ὁ εἰσπράκτωρ. —Νομίζεις ὅτι θὰ πῶ ψέμματα; ἀπήντησε τὸ μαῦρο ντόμινο.: [562, 401, 810, 499]
- section-heading: ΑΙ ΔΗΛΩΣΕΙΣ ΤΟΥ ΧΟΛΒΕΓΚ: [1114, 1215, 1346, 1241]
- article-text: Κατὰ τὴν προχθεσινὴν νύκτα ὁ πρώην βουλευτὴς καὶ νῦν ὑπηρέτης τῶν μικρῶν καταστημάτων ἀπελθὼν εἰς τὸ Πανελλήνιον. Δύο ἄλλοι προσκαλέσθησαν τὸν σκηνὴν ἡ νεκρὰ ἀπεκάλεσε: —Βενιζέλος! Βενιζέλος! —Ἐρευνήσατε, εἶπεν ὁ κ. Βενιζέλος, τοὺς ἄλλους! —Βενιζέλε, σὺ εἶσαι ὁ μασκαράς!: [562, 1205, 810, 1351]
- article-text: Μὲ μεγίστην ἐπιτυχίαν καὶ ἐν μέσῳ ἐκλεκτοῦ κόσμου τῆς Ἀθηναϊκῆς κοινωνίας διεξήχθη χθὲς ἡ προσεσπερὶς τῆς Ναυτικῆς Σχολῆς τῶν Δοκίμων ἐν Πειραιεῖ. Παρέστη ὁ πρωθυπουργὸς κ. Βενιζέλος, ὁ ναύαρχος κ. Θεοχάρης, καὶ πλεῖστοι ἀξιωματικοὶ τοῦ στόλου. Ὁ χορὸς παρετάθη μέχρι πρωΐας ἐν ἐξαιρετικῇ εὐθυμίᾳ.: [823, 1804, 1101, 1935]
- column-3: [556, 70, 817, 2301]
- section-heading: ΚΥΡΙΟΙ ΥΠΟΨΗΦΙΟΙ: [18, 1929, 287, 1955]
- section-heading: ΑΙ ΣΤΡΑΤΙΩΤΙΚΑΙ: [1114, 78, 1346, 104]
- article-text: Καθ᾽ ἃ τηλεγραφικῶς ἀγγελίᾳ ἐκ τοῦ Ὑπουργείου τῆς Δικαιοσύνης, εἰς τὰς φυλακὰς Αἰγίνης συνεπλάκησαν τρεῖς κρατούμενοι, ἐξ ὧν εἷς ἐτραυματίσθη σοβαρῶς. Ἡ δικαιοσύνη ἐπιλαμβάνεται.: [823, 1663, 1101, 1743]
- signature: ΤΟ ΓΑΒΡΙΑΔΕΣ: [642, 692, 729, 707]
- article-text: Πρὸ ἀρκετῶν ἤδη ἡμερῶν ἡ τιμὴ τῶν σιτηρῶν ἤρχισε νὰ λαμβάνῃ ἀνησυχητικὰς διαστάσεις. Διότι ἐνῷ μέχρι τινὸς αἱ τιμαὶ τῶν σιτηρῶν ἐκυμαίνοντο περὶ τὰς 12 χιλ. ὁκάδας σήμερον ἔφθασαν τὰς 14 χιλ. Κατ᾽ ἀναλογίαν φυσικῶς θὰ ὑψωθῇ καὶ ἡ τιμὴ τοῦ ἄρτου.: [1114, 705, 1346, 836]
- article-text: ΒΕΡΟΛΙΝΟΝ, 3 Φεβρουαρίου. —Ὁ Αὐτοκράτωρ τῆς Γερμανίας ἐδέχθη τὸν Ἄγγλον ὑπουργὸν Χάλδαν ἐπιλαβόμενον συζητήσεως περὶ τῶν σχέσεων τῶν δύο χωρῶν.: [1359, 1173, 1578, 1254]
- article-text: Εἰς τὴν μελέτην ταύτην ποὺ ὑποβοήθησαν τὴν ἀνωτέρω ἀποστολὴν ὁ κ. Γεώργ. Στρήνος καὶ Μιχαὴλ Φωτέρης. Ὅταν ἔδιδε ἡ ἀποστολὴ τῆς Ἰσπανίας, ὁ μὲν ἐν Πειραιεῖ ἢ ἐν Ἀθήναις. Ἡ Ἰσπανικὴ ἀποστολὴ ἀναχωρεῖ χθὲς διὰ Κωνσταντινούπολιν, θὰ μείνῃ ἐπὶ τινὰς ἡμέρας ἐργωμένη καὶ ἔπειτα θὰ ἐπιστρέψῃ εἰς Πειραιᾶ.: [823, 611, 1101, 741]
- section-heading: ΕΙΣ ΤΟ ΑΝΑΚΑΙΝΙΣΘΕΝ: [300, 1425, 549, 1451]
- newspaper-title: ΕΜΠΡΟΣ: [703, 17, 893, 62]
- article-text: Ἀπαντᾷ τὰ θαυμάσια τὸν ἐπιτερίας καὶ ἀπαραίτητον οὐσιώδη ἐπὶ τῆς σκηνῆς κατάλληλα ἀρμοῖα, κλπ. Ὁδηλοῦνται καὶ ἄλλα. Ἀριθμὸς τηλεφώνου 251.: [300, 1506, 549, 1571]
- article-text: —Δὲν λέγω αὐτό, κύριε, ἀλλὰ τί νὰ σᾶς πῶ, πρέπει νὰ τὸ ἰδῶ! —Εἶσαι πρόστυχος! —Νὰ μαζέψῃς τῇ γλῶσσα σου! ἀπήντησε ὁ εἰσπράκτωρ. —Εἶναι σου καὶ θὰ σοῦ δείξῳ γιὰ ποιὸς εἶσαι! Καὶ τὸ μαῦρο ντόμινο ἐπῆδησε ἀπὸ τὸ τραμ καὶ ἐνέκρυψε τὴν χεῖρα ἀπελπιστικῶς πρὸς τὸν ὑπηρεσιακόν. —Σᾶς εἶπα, κύριε, ὅτι σᾶς πῶ ψέμματα; Καὶ πῶς θὰ ἀποδείξω ὅτι ἔχω εἰσιτήριον; —Ὄχι! —Οὔτε γώ!: [562, 506, 810, 686]
- section-heading: Ο ΑΙΡΕΝΤΑΛ ΨΥΧΟΡΡΑΓΕΙ: [1114, 1387, 1346, 1413]
- poem-text: Μεταξὺ τῶν ἄλλων ἐπιδοθεὶς τοῦ τρίμα τὸ ἀπόλαυμα τὴν ἀπὸ λάθος ἐξέλη ἀνηρεότερόν ὁπως δὲν Σεσδίου, ἦτο καὶ ἕνα μαῦρο ντόμινο.: [689, 178, 808, 305]
- peacock-icon: [562, 144, 681, 293]
- ad-brand: FORMOLODOR: [43, 1257, 262, 1291]
- article-text: —Ὁ καινὸς τοῦ ἐκλεκτοῦ μὲ θέματα καλλιτεχνικὰ ὅλες τῆς ἡλικίας, δίκαιος ἐκεῖ προσκαλοῦσι εἰς ἀποκλειστικὴν ἐκτίμησιν τῆς καλλῆς κοινωνίας τῶν Ἀθηνῶν. —Ἀπόψε ὁ σκηνικὸς «Ρομμὴς». Ἡ ζουρνὰ μεριδὰ περιεχόμενα· του. Κάρροι στίχοι 6,ττ τέχνης. Τραγούδια τοῦ σωροῦ γραμμένα πρὸ καιροῦ. Ἄρμα πολιτικὸν εἶδος Φασουλίνη. Μεγάλη πολιτικὴ μασκαράτα.: [18, 927, 287, 1090]
- ad-title: ΑΣΦΑΛΕΙΑ: [115, 1207, 191, 1223]
- article-text: Κύριε Διευθυντὰ τοῦ «Ἐμπρός», Κατηγορήσαντα παρακαλοῦμεν εἰς ὅτι ἐχέδιες τῆς ἐπιτεύξεως γνωρίζουσι ὅπως τὰς τελευταῖας παλιὲς ἐκπληρώσεις τοῦ Ἀχαρνῶν Δήμου καὶ τοῦ Κουκάκιον ἐξ αὐτῶν διεκόσκελλε τὸν εὐεργετὴν ταύτην. Σᾶς εὐχαριστοῦμεν κύριε, διὰ τῆς παρούσης ὑποστηρίξεως τῶν κατοίκων μας.: [300, 608, 549, 755]
- section-heading: ΑΠΟ ΟΣΑ ΛΕΓΟΝΤΑΙ: [562, 1172, 810, 1198]
- section-heading: ΑΠΟ ΤΗΝ ΚΟΣΜΙΚΗΝ ΚΙΝΗΣΙΝ: [300, 78, 549, 104]
- article-text: ΕΝΟΙΚΙΑΖΕΤΑΙ παρ᾽ οἰκογενείᾳ καλὴ μία ὥρα ὁδὸς Σαρλάρου 2. Ἐξαιρετικὰ ὀρθὲς αἴθουσαι. Ἀπευθυντέον εἰς τὸν ἰδιοκτήτην.: [562, 2139, 810, 2204]
- article-text: Ὁ Ὑπουργὸς τῶν Στρατιωτικῶν κ. Βενιζέλος διέταξε τὴν τιμωρίαν τῶν δύο χωροφυλάκων, οἵτινες πρὸ ἡμερῶν κατηγορήθησαν ὅτι παρεβίασαν τὸν κανονισμὸν τῆς ὑπηρεσίας αὐτῶν. Οἱ χωροφύλακες ἀπελύθησαν τῆς ὑπηρεσίας καὶ παρεπέμφθησαν εἰς τὰ δικαστήρια.: [823, 1122, 1101, 1236]
- section-heading: ΔΟΚΙΜΑΙ ΠΥΡΙΤΙΔΟΣ-ΑΚΑΠΝΟΥ: [823, 1351, 1101, 1377]
- section-heading: ΣΥΡΤΙΔΙΚΗ Α. ΓΕΟΥΡΑ: [300, 886, 549, 912]
- article-text: Σήμερον ἡ Αὐτοῦ Μεγαλειότης ἡ Βασίλισσα δεξιώνεται εἰς τὴν ἐπίσημον αἴθουσαν τῶν ἀνακτόρων τοὺς Κερκυραίους ὁμογενεῖς τῆς Κυριακῆς καὶ θὰ ἐπιδοθῇ ὑπὸ τοῦ Ἐπιταγοῦ τῆς Ἀκαδημίας μετὰ σταθερὰν συζήτησιν τῶν ἑορτῶν τοῦ σταθμοῦ. Τὸ ἑσπέρας τῆς Κυριακῆς θὰ χορευθῇ εἰς τὰς αἰθούσας τοῦ Παρνασσοῦ, ἐνῷ ἡ νεολαία θὰ συγκεντρωθῇ εἰς τὸν κῆπον τοῦ Ζαππείου.: [300, 298, 549, 478]
- ad-prefix: ΤΟ: [132, 1224, 174, 1258]
- article-text: Ἐκάμαμεν ἀναφορὰν ἐπὶ τῆς κατασκευῆς τῶν Κορεσμένων κρίσεων τοῦ 1911 μηνὸς Μαρτίου. Τὴν αἴτησιν τὴν ἐστείλαμεν εἰς πολλοὺς, ἀλλὰ δεν ἀπαντᾷ κανένας. Παρακαλοῦμεν ν᾽ ἀντιληφθῆτε τῆς δικαίας παρακλήσεώς μας. ΟΙ ΚΑΤΟΙΚΟΙ ΤΣΙΛΙΑΝΩΝ: [300, 763, 549, 877]
- article-text: Ἐδῶ λοιπὸν ποὺ ἡ ἀρτιγένητη Ἐπιτροπὴ τῶν ἑορτῶν δὲν εἶχε λάβει ἀσφαλῆ πληροφορίαν διὰ τὸν γάμον τοῦ ὑγιῶς ἐπιτραπέντος ἔχει γίνει μία πρώτη ἑορτή. Τὸ θερμότερον πρὸς ὅλους τοὺς ἀπαριθμήσεις τῆς κινήσεως μας εἶναι ἀκόμη εὐτυχῶς ἡ βροχή τοῦ Σαββάτου.: [562, 716, 810, 830]
